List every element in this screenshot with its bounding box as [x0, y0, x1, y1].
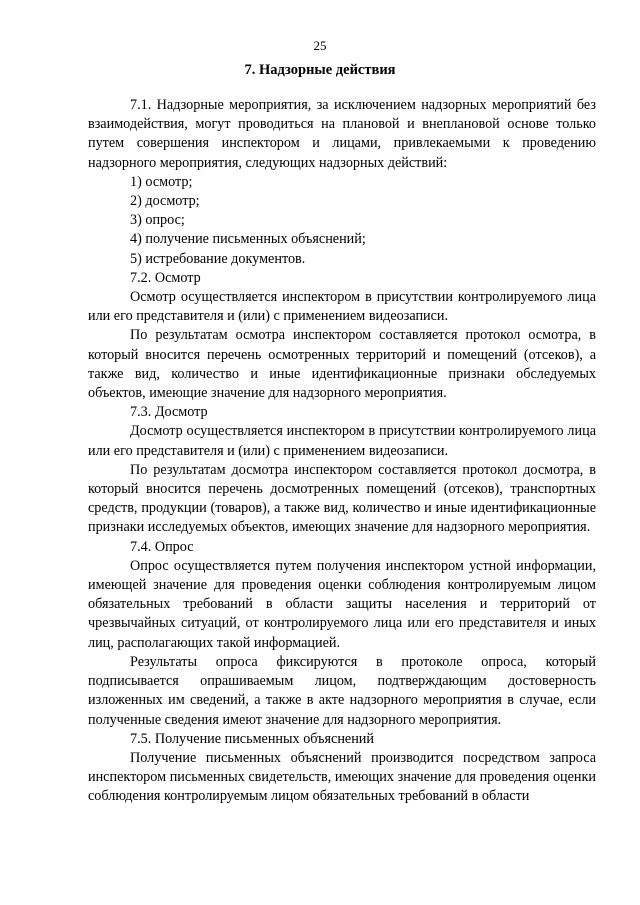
- paragraph: Получение письменных объяснений производится посредством запроса инспектором письменных свидетельств, имеющих значение для проведения оценки соблюдения контролируемым лицом обязательных требований в области: [88, 749, 596, 805]
- paragraph: По результатам осмотра инспектором составляется протокол осмотра, в который вносится перечень осмотренных территорий и помещений (отсеков), а также вид, количество и иные идентификационные признаки обследуемых объектов, имеющие значение для надзорного мероприятия.: [88, 327, 596, 402]
- page-number: 25: [313, 38, 327, 53]
- list-item: 1) осмотр;: [130, 173, 193, 190]
- paragraph-7-1: 7.1. Надзорные мероприятия, за исключением надзорных мероприятий без взаимодействия, могут проводиться на плановой и внеплановой основе только путем совершения инспектором и лицами, привлекаемыми к проведению надзорного мероприятия, следующих надзорных действий:: [88, 97, 596, 171]
- paragraph: Досмотр осуществляется инспектором в присутствии контролируемого лица или его представителя и (или) с применением видеозаписи.: [88, 423, 596, 459]
- list-item: 5) истребование документов.: [130, 250, 306, 267]
- paragraph: Опрос осуществляется путем получения инспектором устной информации, имеющей значение для проведения оценки соблюдения контролируемым лицом обязательных требований в области защиты населения и территорий от чрезвычайных ситуаций, от контролируемого лица или его представителя и иных лиц, располагающих такой информацией.: [88, 557, 596, 651]
- subsection-7-3-title: 7.3. Досмотр: [130, 404, 208, 421]
- subsection-7-5-title: 7.5. Получение письменных объяснений: [130, 730, 374, 747]
- paragraph: По результатам досмотра инспектором составляется протокол досмотра, в который вносится перечень досмотренных помещений (отсеков), транспортных средств, продукции (товаров), а также вид, количество и иные идентификационные признаки исследуемых объектов, имеющих значение для надзорного мероприятия.: [88, 461, 596, 536]
- list-item: 2) досмотр;: [130, 193, 200, 210]
- document-body: [88, 96, 596, 807]
- paragraph: Осмотр осуществляется инспектором в присутствии контролируемого лица или его представителя и (или) с применением видеозаписи.: [88, 289, 596, 325]
- section-title: 7. Надзорные действия: [244, 62, 396, 78]
- subsection-7-4-title: 7.4. Опрос: [130, 538, 194, 555]
- list-item: 4) получение письменных объяснений;: [130, 231, 366, 248]
- paragraph: Результаты опроса фиксируются в протоколе опроса, который подписывается опрашиваемым лицом, подтверждающим достоверность изложенных им сведений, а также в акте надзорного мероприятия в случае, если полученные сведения имеют значение для надзорного мероприятия.: [88, 653, 596, 728]
- subsection-7-2-title: 7.2. Осмотр: [130, 269, 201, 286]
- list-item: 3) опрос;: [130, 212, 185, 229]
